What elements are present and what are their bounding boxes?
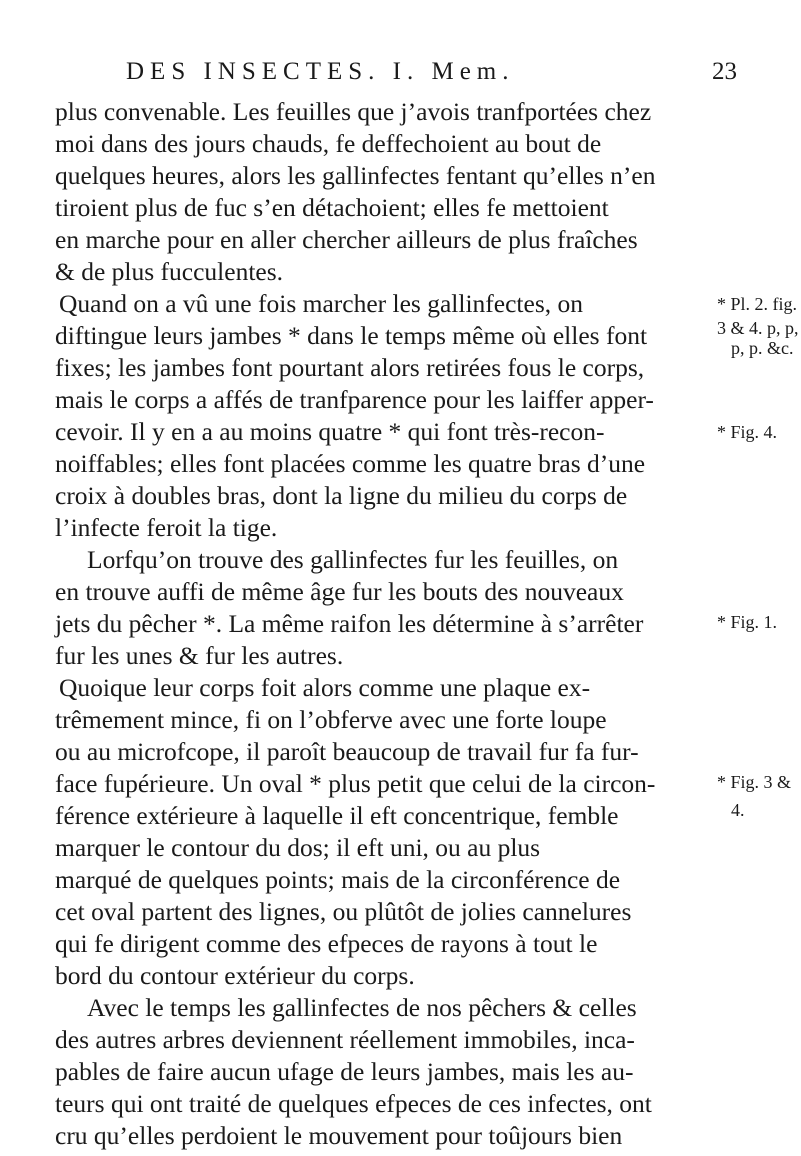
text-line: trêmement mince, fi on l’obferve avec une forte loupe [55,705,607,734]
text-line: qui fe dirigent comme des efpeces de rayons à tout le [55,929,598,958]
text-line: l’infecte feroit la tige. [55,513,278,542]
text-line: plus convenable. Les feuilles que j’avois tranfportées chez [55,97,652,126]
text-line: moi dans des jours chauds, fe deffechoient au bout de [55,129,602,158]
text-line: des autres arbres deviennent réellement immobiles, inca- [55,1025,635,1054]
text-line: Avec le temps les gallinfectes de nos pêchers & celles [87,993,637,1022]
margin-note: 3 & 4. p, p, [717,318,799,338]
text-line: jets du pêcher *. La même raifon les détermine à s’arrêter [55,609,644,638]
running-head: DES INSECTES. I. Mem. [126,58,515,85]
text-line: Lorfqu’on trouve des gallinfectes fur les feuilles, on [87,545,619,574]
text-line: diftingue leurs jambes * dans le temps même où elles font [55,321,648,350]
text-line: pables de faire aucun ufage de leurs jambes, mais les au- [55,1057,634,1086]
text-line: bord du contour extérieur du corps. [55,961,415,990]
text-line: noiffables; elles font placées comme les quatre bras d’une [55,449,646,478]
text-line: teurs qui ont traité de quelques efpeces de ces infectes, ont [55,1089,652,1118]
text-line: mais le corps a affés de tranfparence pour les laiffer apper- [55,385,654,414]
text-line: en trouve auffi de même âge fur les bouts des nouveaux [55,577,624,606]
text-line: quelques heures, alors les gallinfectes fentant qu’elles n’en [55,161,656,190]
page-header [0,58,801,98]
margin-note: * Pl. 2. fig. [717,294,798,314]
text-line: face fupérieure. Un oval * plus petit que celui de la circon- [55,769,656,798]
margin-note: * Fig. 4. [717,422,778,442]
margin-note: * Fig. 1. [717,612,778,632]
text-line: fur les unes & fur les autres. [55,641,344,670]
text-line: en marche pour en aller chercher ailleurs de plus fraîches [55,225,638,254]
page-number: 23 [712,58,737,85]
text-line: & de plus fucculentes. [55,257,284,286]
text-line: croix à doubles bras, dont la ligne du milieu du corps de [55,481,628,510]
text-line: ou au microfcope, il paroît beaucoup de travail fur fa fur- [55,737,639,766]
margin-note: p, p. &c. [731,338,794,358]
text-line: Quand on a vû une fois marcher les gallinfectes, on [59,289,583,318]
text-line: fixes; les jambes font pourtant alors retirées fous le corps, [55,353,645,382]
text-line: marqué de quelques points; mais de la circonférence de [55,865,621,894]
margin-note: 4. [731,800,745,820]
text-line: marquer le contour du dos; il eft uni, ou au plus [55,833,541,862]
text-line: cet oval partent des lignes, ou plûtôt de jolies cannelures [55,897,632,926]
margin-note: * Fig. 3 & [717,772,792,792]
text-line: cru qu’elles perdoient le mouvement pour toûjours bien [55,1121,623,1150]
text-line: Quoique leur corps foit alors comme une plaque ex- [59,673,591,702]
text-line: tiroient plus de fuc s’en détachoient; elles fe mettoient [55,193,609,222]
text-line: cevoir. Il y en a au moins quatre * qui font très-recon- [55,417,605,446]
text-line: férence extérieure à laquelle il eft concentrique, femble [55,801,619,830]
